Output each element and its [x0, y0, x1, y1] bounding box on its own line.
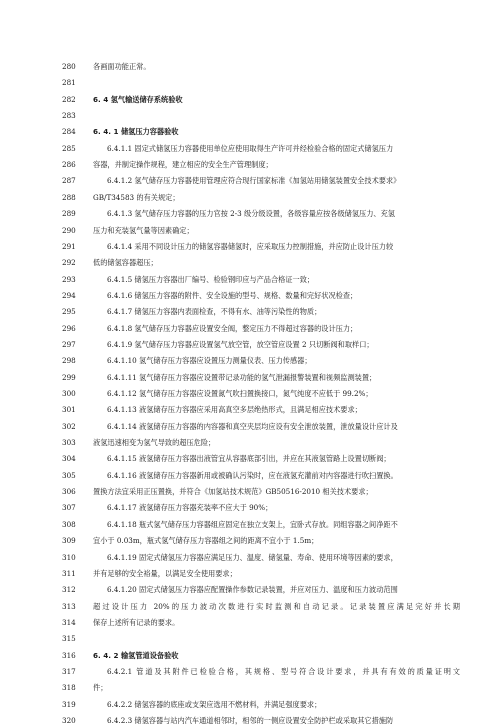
document-line — [0, 306, 500, 318]
document-line — [0, 421, 500, 433]
line-number: 284 — [62, 127, 76, 137]
document-line — [0, 241, 500, 253]
line-number: 302 — [62, 421, 76, 431]
line-text: 6.4.2.2 储氢容器的底座或支架应选用不燃材料，并满足强度要求； — [107, 699, 322, 709]
document-line — [0, 617, 500, 629]
line-text: 6.4.1.2 氢气储存压力容器使用管理应符合现行国家标准《加氢站用储氢装置安全技术要求》 — [107, 176, 401, 186]
document-line — [0, 535, 500, 547]
line-text: 超过设计压力 20%的压力波动次数进行实时监测和自动记录。记录装置应满足完好并长期 — [93, 601, 460, 611]
line-text: 件； — [93, 683, 108, 693]
document-line — [0, 437, 500, 449]
line-number: 301 — [62, 405, 76, 415]
document-line — [0, 159, 500, 171]
document-line — [0, 601, 500, 613]
document-line — [0, 404, 500, 416]
line-number: 316 — [62, 650, 76, 660]
line-number: 318 — [62, 683, 76, 693]
document-line — [0, 470, 500, 482]
document-line — [0, 699, 500, 711]
line-number: 292 — [62, 258, 76, 268]
section-heading: 6. 4 氢气输送储存系统验收 — [93, 94, 183, 104]
line-number: 317 — [62, 666, 76, 676]
line-text: 6.4.1.20 固定式储氢压力容器应配置操作参数记录装置，并应对压力、温度和压力波动范围 — [107, 585, 398, 595]
line-text: 6.4.1.4 采用不同设计压力的储氢容器储氢时，应采取压力控制措施，并应防止设计压力较 — [107, 241, 394, 251]
line-number: 291 — [62, 241, 76, 251]
document-line — [0, 126, 500, 138]
line-text: 液氢迅速相变为氢气导致的超压危险； — [93, 438, 216, 448]
line-number: 285 — [62, 143, 76, 153]
document-line — [0, 584, 500, 596]
document-line — [0, 486, 500, 498]
document-line — [0, 682, 500, 694]
line-text: 6.4.2.1 管道及其附件已检验合格，其规格、型号符合设计要求，并具有有效的质量证明文 — [107, 666, 460, 676]
line-number: 303 — [62, 438, 76, 448]
document-line — [0, 323, 500, 335]
line-number: 300 — [62, 389, 76, 398]
line-text: 6.4.1.7 储氢压力容器内表面检查，不得有水、油等污染性的物质； — [107, 307, 322, 317]
line-number: 315 — [62, 634, 76, 644]
line-text: 6.4.1.19 固定式储氢压力容器应满足压力、温度、储氢量、寿命、使用环境等因素的要求， — [107, 552, 398, 562]
document-line — [0, 274, 500, 286]
document-line — [0, 94, 500, 106]
line-number: 313 — [62, 601, 76, 611]
line-text: 6.4.1.16 液氢储存压力容器新用或被确认污染时，应在液氢充灌前对内容器进行吹扫置换。 — [107, 470, 398, 480]
line-number: 288 — [62, 192, 76, 202]
line-number: 289 — [62, 209, 76, 219]
line-text: 6.4.1.6 储氢压力容器的附件、安全设施的型号、规格、数量和完好状况检查； — [107, 290, 358, 300]
section-heading: 6. 4. 2 输氢管道设备验收 — [93, 650, 179, 660]
section-heading: 6. 4. 1 储氢压力容器验收 — [93, 127, 179, 137]
document-line — [0, 257, 500, 269]
line-text: 6.4.1.17 液氢储存压力容器充装率不应大于 90%； — [107, 503, 273, 513]
line-number: 308 — [62, 519, 76, 529]
line-number: 310 — [62, 552, 76, 562]
document-line — [0, 225, 500, 237]
document-line — [0, 715, 500, 727]
line-number: 282 — [62, 94, 76, 104]
document-line — [0, 666, 500, 678]
line-number: 293 — [62, 274, 76, 284]
line-text: 6.4.1.14 液氢储存压力容器的内容器和真空夹层均应设有安全泄放装置，泄放量设计应计及 — [107, 421, 398, 431]
line-text: 6.4.1.3 氢气储存压力容器的压力官按 2-3 级分级设置，各级容量应按各级储氢压力、充氢 — [107, 209, 395, 219]
document-line — [0, 77, 500, 89]
line-text: 6.4.1.15 液氢储存压力容器出液管宜从容器底部引出，并应在其液氢管路上设置切断阀； — [107, 454, 391, 464]
line-number: 283 — [62, 111, 76, 121]
document-line — [0, 61, 500, 73]
line-number: 305 — [62, 470, 76, 480]
document-line — [0, 192, 500, 204]
line-number: 306 — [62, 487, 76, 497]
line-text: 6.4.1.12 氢气储存压力容器应设置氮气吹扫置换接口，氮气纯度不应低于 99.2%； — [107, 389, 373, 398]
document-line — [0, 552, 500, 564]
line-text: 6.4.1.9 氢气储存压力容器应设置氢气放空管，放空管应设置 2 只切断阀和取样口； — [107, 339, 374, 349]
line-number: 297 — [62, 339, 76, 349]
line-text: 6.4.2.3 储氢容器与站内汽车通道相邻时，相邻的一侧应设置安全防护栏或采取其它措施防 — [107, 716, 394, 725]
line-number: 290 — [62, 225, 76, 235]
line-number: 319 — [62, 699, 76, 709]
document-line — [0, 372, 500, 384]
line-number: 309 — [62, 536, 76, 546]
document-line — [0, 355, 500, 367]
line-number: 281 — [62, 78, 76, 88]
line-number: 287 — [62, 176, 76, 186]
document-line — [0, 110, 500, 122]
line-text: 低的储氢容器超压； — [93, 258, 158, 268]
line-text: 6.4.1.11 氢气储存压力容器应设置带记录功能的氢气泄漏报警装置和视频监测装置； — [107, 372, 377, 382]
line-text: 保存上述所有记录的要求。 — [93, 617, 180, 627]
document-line — [0, 208, 500, 220]
line-text: 6.4.1.1 固定式储氢压力容器使用单位应使用取得生产许可并经检验合格的固定式储氢压力 — [107, 143, 394, 153]
line-number: 294 — [62, 290, 76, 300]
line-text: 容器，并制定操作规程，建立相应的安全生产管理制度； — [93, 160, 273, 170]
line-number: 312 — [62, 585, 76, 595]
document-line — [0, 633, 500, 645]
line-number: 304 — [62, 454, 76, 464]
document-line — [0, 502, 500, 514]
line-text: 6.4.1.8 氢气储存压力容器应设置安全阀，整定压力不得超过容器的设计压力； — [107, 323, 358, 333]
line-text: 各画面功能正常。 — [93, 62, 151, 71]
document-line — [0, 650, 500, 662]
line-number: 295 — [62, 307, 76, 317]
line-text: 6.4.1.13 液氢储存压力容器应采用高真空多层绝热形式，且满足相应技术要求； — [107, 405, 362, 415]
document-line — [0, 388, 500, 400]
document-line — [0, 143, 500, 155]
document-line — [0, 568, 500, 580]
line-text: 宜小于 0.03m，瓶式氢气储存压力容器组之间的距离不宜小于 1.5m； — [93, 536, 319, 546]
line-number: 320 — [62, 716, 76, 725]
line-text: 压力和充装氢气量等因素确定； — [93, 225, 194, 235]
line-number: 314 — [62, 617, 76, 627]
line-text: 6.4.1.5 储氢压力容器出厂编号、检验钢印应与产品合格证一致； — [107, 274, 315, 284]
line-text: 并有足够的安全裕量，以满足安全使用要求； — [93, 568, 237, 578]
line-number: 280 — [62, 62, 76, 71]
line-number: 311 — [62, 568, 76, 578]
line-text: 置换方法宜采用正压置换，并符合《加氢站技术规范》GB50516-2010 相关技术要求； — [93, 487, 373, 497]
document-line — [0, 519, 500, 531]
line-number: 307 — [62, 503, 76, 513]
line-number: 299 — [62, 372, 76, 382]
line-number: 286 — [62, 160, 76, 170]
line-text: 6.4.1.18 瓶式氢气储存压力容器组应固定在独立支架上，宜卧式存放。同组容器之间净距不 — [107, 519, 398, 529]
line-text: 6.4.1.10 氢气储存压力容器应设置压力测量仪表、压力传感器； — [107, 356, 312, 366]
document-line — [0, 339, 500, 351]
line-text: GB/T34583 的有关规定； — [93, 192, 180, 202]
document-line — [0, 175, 500, 187]
document-line — [0, 453, 500, 465]
line-number: 298 — [62, 356, 76, 366]
document-line — [0, 290, 500, 302]
line-number: 296 — [62, 323, 76, 333]
